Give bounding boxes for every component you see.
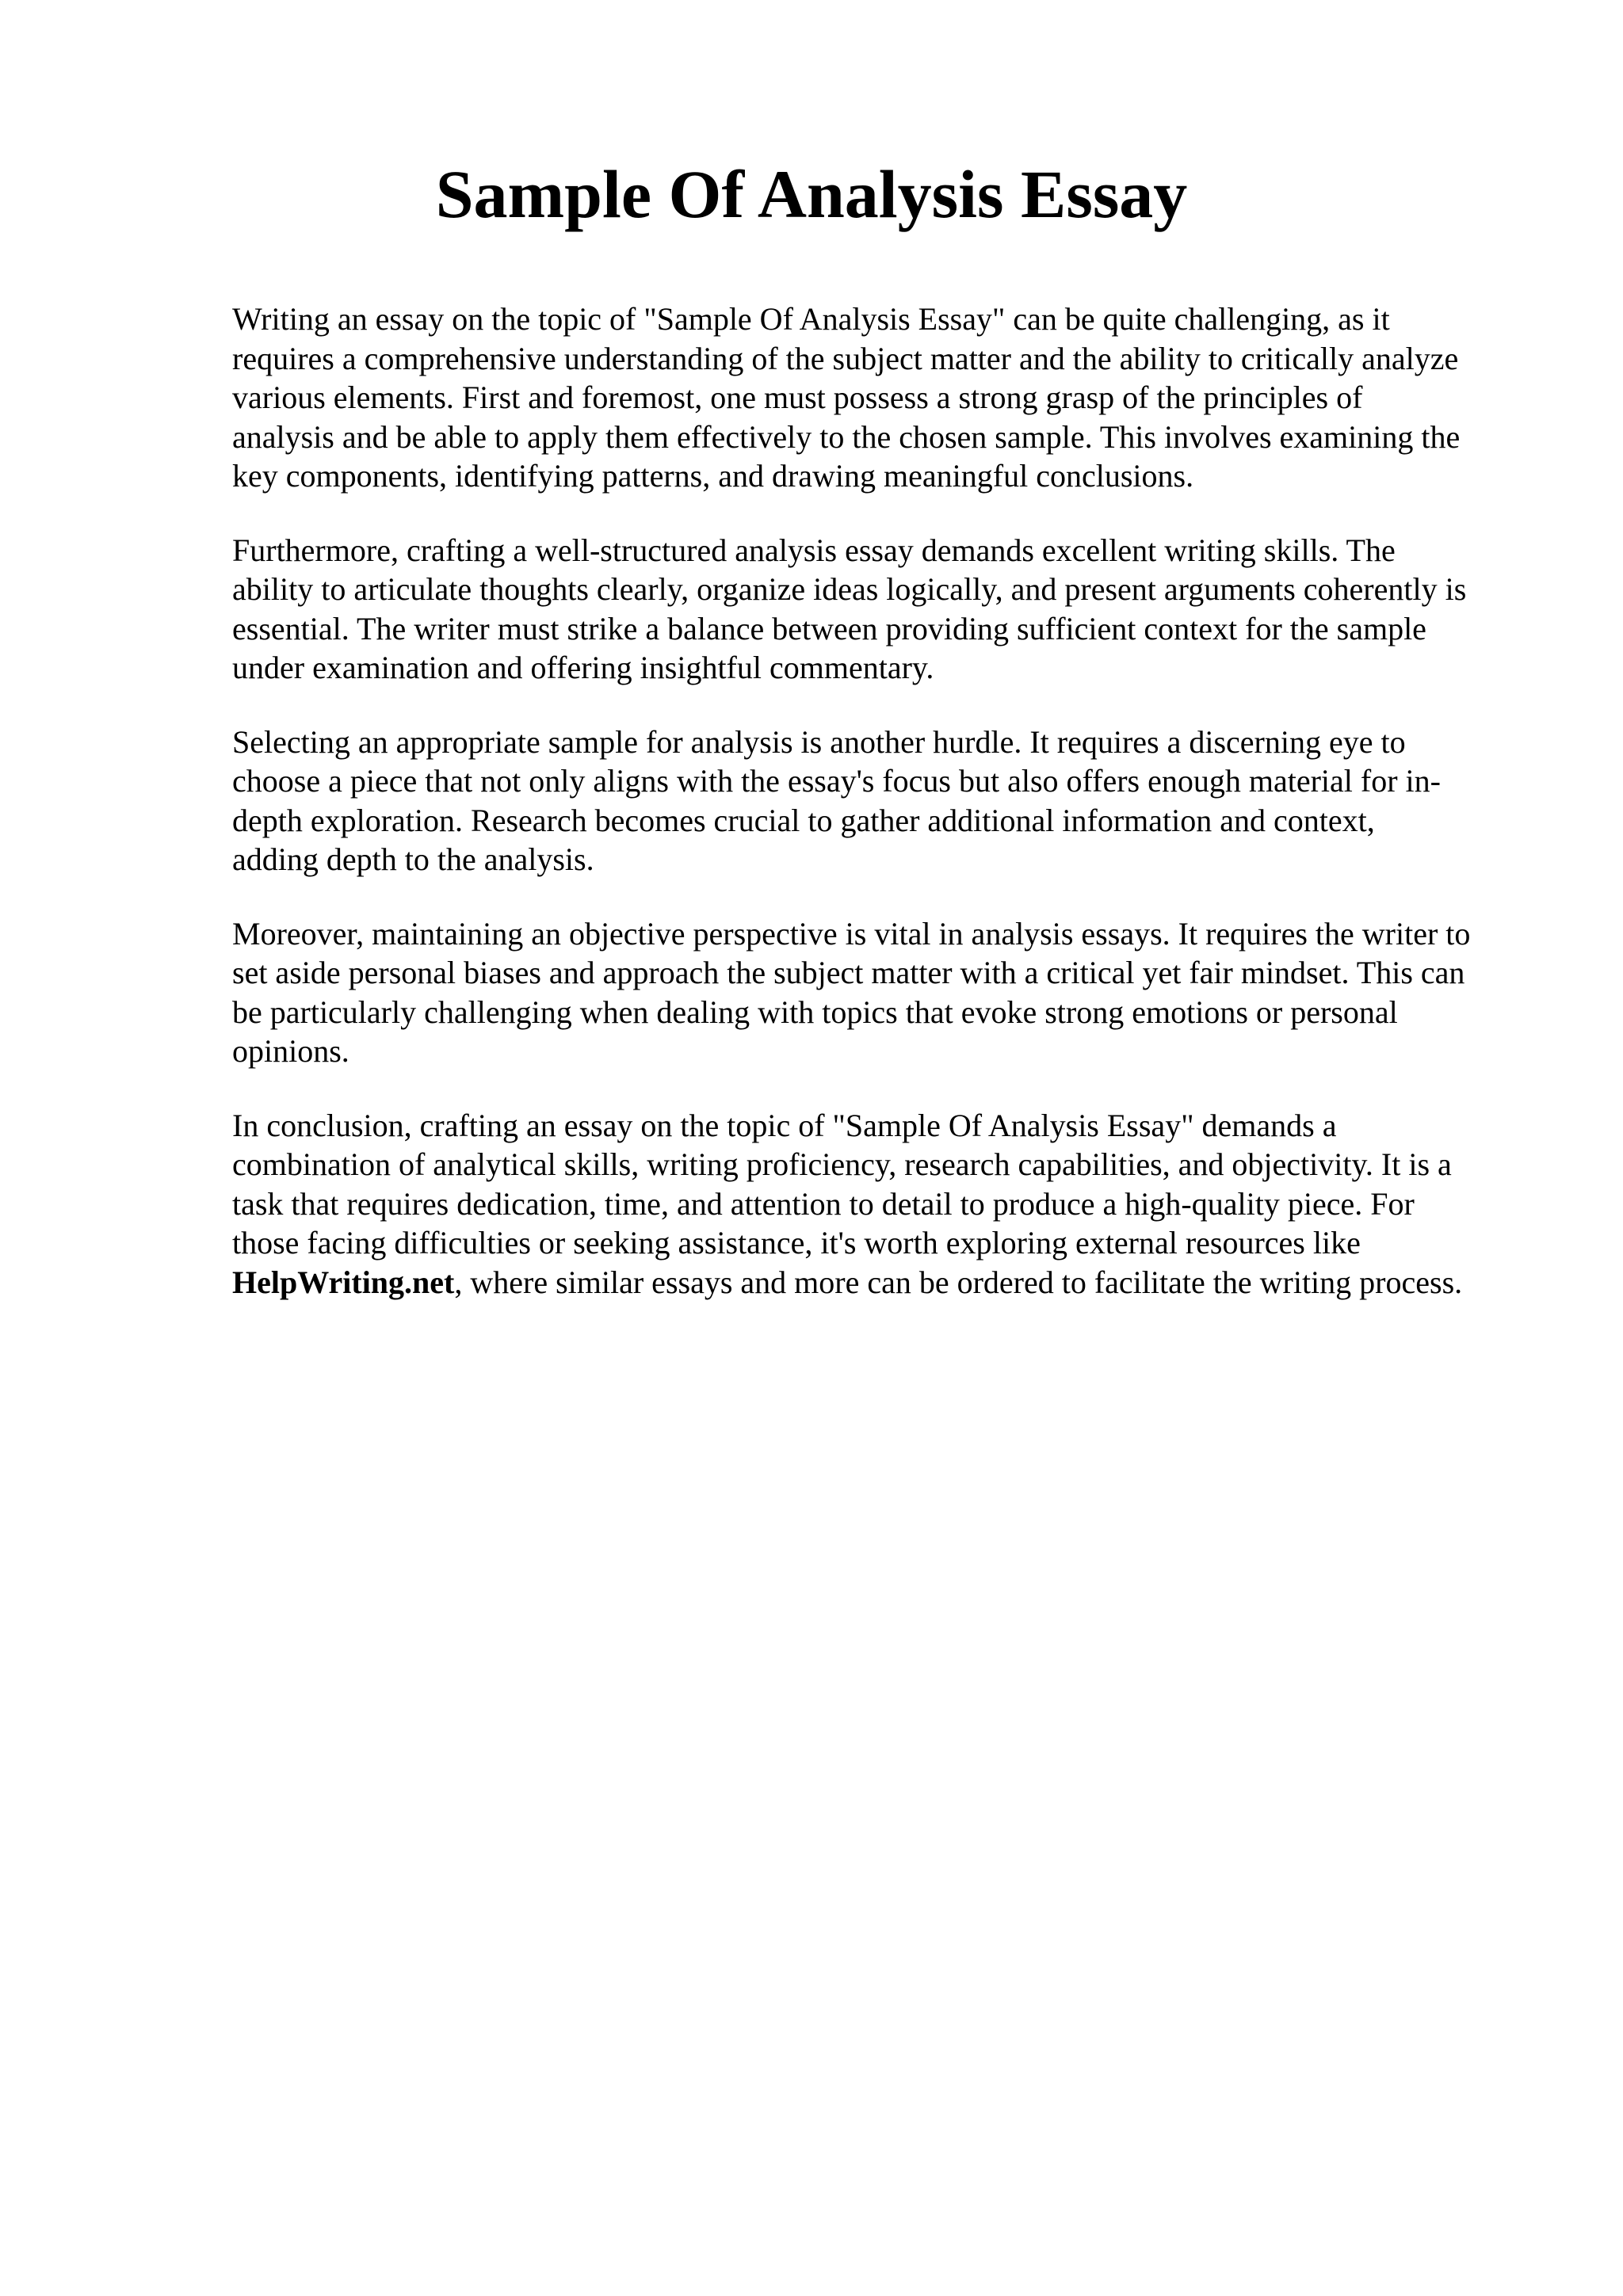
paragraph-line: various elements. First and foremost, one must possess a strong grasp of the principles of (232, 379, 1363, 415)
paragraph-line: Moreover, maintaining an objective perspective is vital in analysis essays. It requires the writer to (232, 915, 1471, 952)
paragraph-line-rest: , where similar essays and more can be ordered to facilitate the writing process. (454, 1264, 1463, 1300)
paragraph-line: key components, identifying patterns, and drawing meaningful conclusions. (232, 458, 1194, 494)
paragraph-line: Writing an essay on the topic of "Sample Of Analysis Essay" can be quite challenging, as it (232, 301, 1390, 337)
paragraph-line: Selecting an appropriate sample for analysis is another hurdle. It requires a discerning eye to (232, 723, 1406, 760)
paragraph-2 (232, 531, 1532, 688)
paragraph-line: those facing difficulties or seeking assistance, it's worth exploring external resources like (232, 1225, 1361, 1261)
paragraph-line: essential. The writer must strike a balance between providing sufficient context for the sample (232, 610, 1426, 646)
paragraph-line: task that requires dedication, time, and attention to detail to produce a high-quality piece. For (232, 1185, 1415, 1222)
paragraph-1 (232, 299, 1532, 496)
helpwriting-link[interactable]: HelpWriting.net (232, 1264, 455, 1300)
paragraph-line: analysis and be able to apply them effectively to the chosen sample. This involves examining the (232, 418, 1461, 455)
paragraph-line: Furthermore, crafting a well-structured analysis essay demands excellent writing skills. The (232, 532, 1396, 568)
paragraph-line: In conclusion, crafting an essay on the topic of "Sample Of Analysis Essay" demands a (232, 1107, 1337, 1143)
document-body (232, 299, 1532, 1337)
paragraph-4 (232, 914, 1532, 1071)
paragraph-line (232, 1263, 1532, 1302)
paragraph-line: opinions. (232, 1033, 349, 1069)
paragraph-line: under examination and offering insightful commentary. (232, 650, 934, 685)
document-title: Sample Of Analysis Essay (435, 156, 1188, 232)
paragraph-line: choose a piece that not only aligns with the essay's focus but also offers enough material for in- (232, 763, 1441, 799)
paragraph-line: ability to articulate thoughts clearly, organize ideas logically, and present arguments coherently is (232, 571, 1467, 607)
paragraph-line: be particularly challenging when dealing with topics that evoke strong emotions or personal (232, 994, 1398, 1030)
paragraph-3 (232, 723, 1532, 879)
paragraph-5 (232, 1106, 1532, 1302)
paragraph-line: depth exploration. Research becomes crucial to gather additional information and context, (232, 802, 1375, 838)
paragraph-line: adding depth to the analysis. (232, 841, 594, 877)
paragraph-line: combination of analytical skills, writing proficiency, research capabilities, and objectivity. It is a (232, 1146, 1452, 1182)
paragraph-line: requires a comprehensive understanding of the subject matter and the ability to critically analyze (232, 340, 1459, 376)
paragraph-line: set aside personal biases and approach the subject matter with a critical yet fair mindset. This can (232, 955, 1465, 990)
